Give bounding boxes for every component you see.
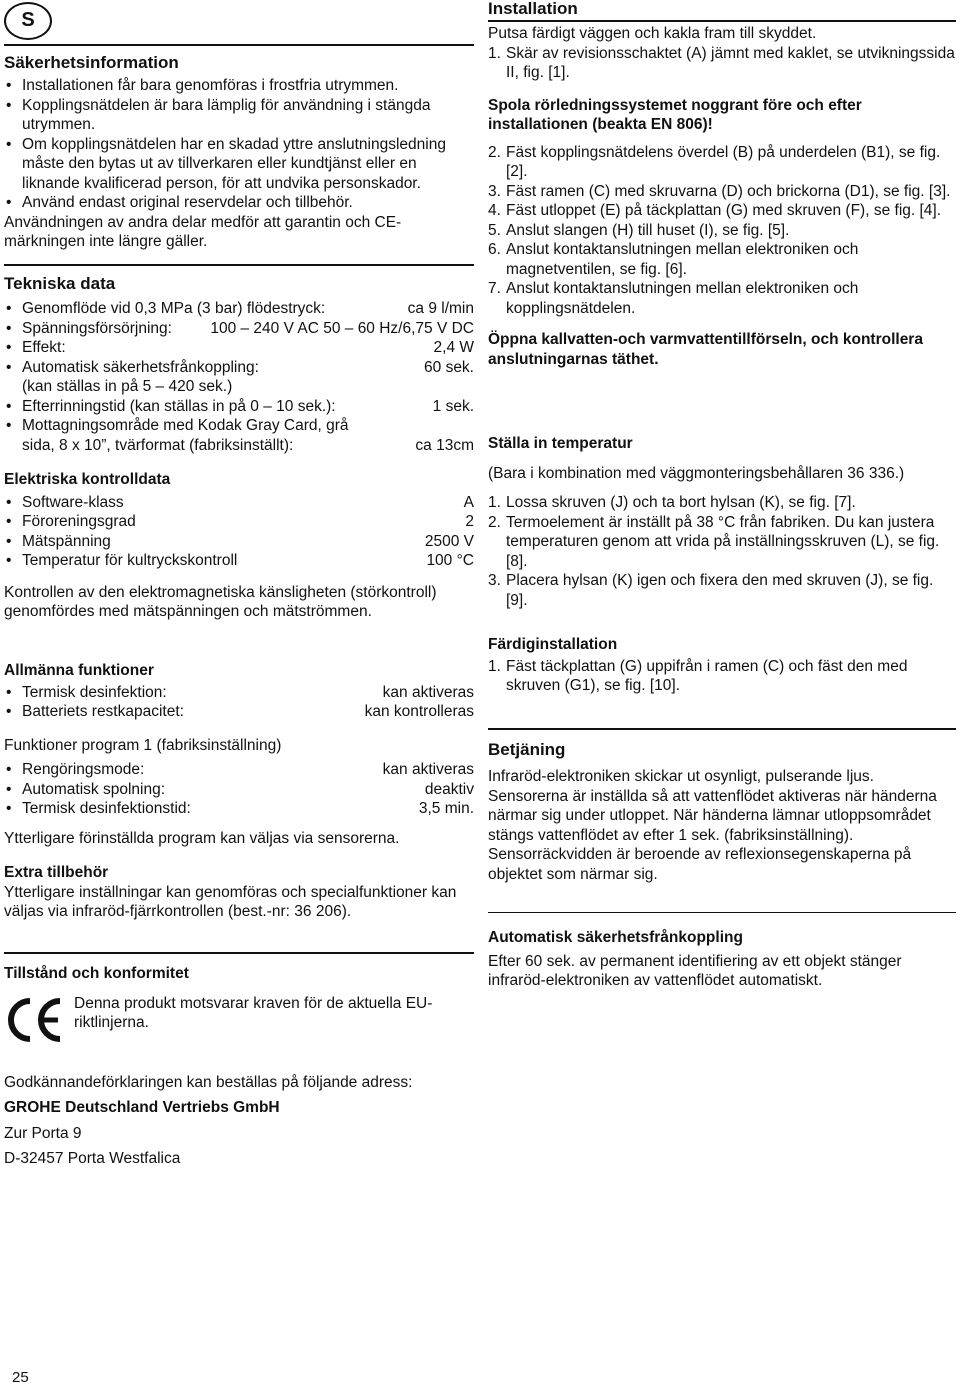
step-number: 1.	[488, 657, 501, 675]
install-steps	[488, 143, 956, 319]
operation-text: Infraröd-elektroniken skickar ut osynligt, pulserande ljus. Sensorerna är inställda så att vattenflödet aktiveras när händerna närmar sig under utloppet. När händerna lämnar utloppsområdet stängs vattenflödet av efter 1 sek. (fabriksinställning). Sensorräckvidden är beroende av reflexionsegenskaperna på objektet som närmar sig.	[488, 768, 937, 883]
finish-title: Färdiginstallation	[488, 636, 618, 653]
tech-label: • Efterrinningstid (kan ställas in på 0 – 10 sek.):	[22, 397, 336, 415]
table-row	[4, 358, 474, 378]
operation-section	[488, 739, 956, 884]
auto-shutoff-text: Efter 60 sek. av permanent identifiering av ett objekt stänger infraröd-elektroniken av vattenflödet automatiskt.	[488, 952, 902, 989]
program-label: • Automatisk spolning:	[22, 780, 166, 798]
tech-section	[4, 273, 474, 455]
step-text: Termoelement är inställt på 38 °C från fabriken. Du kan justera temperaturen genom att vrida på inställningsskruven (L), se fig. [8].	[506, 513, 940, 570]
tech-label: • Mottagningsområde med Kodak Gray Card, grå	[22, 417, 349, 434]
tech-label: sida, 8 x 10”, tvärformat (fabriksinställt):	[22, 436, 294, 454]
safety-section	[4, 52, 474, 252]
step-text: Fäst ramen (C) med skruvarna (D) och brickorna (D1), se fig. [3].	[506, 182, 951, 200]
company-name: GROHE Deutschland Vertriebs GmbH	[4, 1099, 280, 1116]
tech-value: ca 13cm	[415, 436, 474, 454]
ce-block	[4, 995, 474, 1045]
step-number: 1.	[488, 44, 501, 62]
tech-value: 1 sek.	[432, 397, 474, 415]
street-address: Zur Porta 9	[4, 1124, 82, 1142]
list-item	[488, 240, 956, 279]
extra-section	[4, 863, 474, 922]
tech-label: • Spänningsförsörjning:	[22, 319, 172, 337]
step-number: 3.	[488, 182, 501, 200]
table-row	[4, 780, 474, 800]
general-value: kan aktiveras	[382, 683, 474, 701]
table-row	[4, 551, 474, 571]
step-text: Anslut slangen (H) till huset (I), se fig. [5].	[506, 221, 790, 239]
conformity-title: Tillstånd och konformitet	[4, 965, 189, 982]
temp-title: Ställa in temperatur	[488, 435, 633, 452]
step-text: Lossa skruven (J) och ta bort hylsan (K), se fig. [7].	[506, 494, 856, 511]
safety-list	[4, 76, 474, 252]
table-row	[4, 299, 474, 319]
conformity-section	[4, 964, 474, 1169]
auto-shutoff-title: Automatisk säkerhetsfrånkoppling	[488, 929, 743, 946]
list-item	[488, 493, 956, 513]
table-row	[4, 319, 474, 339]
general-label: • Batteriets restkapacitet:	[22, 703, 184, 720]
step-text: Placera hylsan (K) igen och fixera den med skruven (J), se fig. [9].	[506, 572, 934, 609]
program-value: kan aktiveras	[382, 761, 474, 778]
leak-check-note: Öppna kallvatten-och varmvattentillförseln, och kontrollera anslutningarnas täthet.	[488, 331, 923, 368]
list-item: • Kopplingsnätdelen är bara lämplig för användning i stängda utrymmen.	[4, 96, 474, 135]
step-text: Skär av revisionsschaktet (A) jämnt med kaklet, se utvikningssida II, fig. [1].	[506, 44, 955, 81]
table-row	[4, 702, 474, 722]
tech-title: Tekniska data	[4, 274, 116, 293]
finish-section	[488, 635, 956, 696]
conformity-text: Denna produkt motsvarar kraven för de aktuella EU-riktlinjerna.	[74, 994, 433, 1031]
install-intro: Putsa färdigt väggen och kakla fram till skyddet.	[488, 25, 817, 42]
ce-mark-icon	[4, 995, 64, 1045]
section-divider	[488, 728, 956, 730]
list-item	[488, 143, 956, 182]
list-item	[488, 182, 956, 202]
step-text: Anslut kontaktanslutningen mellan elektroniken och magnetventilen, se fig. [6].	[506, 241, 859, 278]
table-row	[4, 799, 474, 819]
temp-section	[488, 434, 956, 610]
elec-list	[4, 493, 474, 571]
list-item	[488, 44, 956, 83]
more-programs-note: Ytterligare förinställda program kan väljas via sensorerna.	[4, 829, 400, 847]
general-title: Allmänna funktioner	[4, 662, 154, 679]
list-item: • Om kopplingsnätdelen har en skadad yttre anslutningsledning måste den bytas ut av tillverkaren eller kundtjänst eller en liknande kvalificerad person, för att undvika personskador.	[4, 135, 474, 194]
table-row	[4, 493, 474, 513]
elec-title: Elektriska kontrolldata	[4, 471, 171, 488]
address-intro: Godkännandeförklaringen kan beställas på följande adress:	[4, 1073, 413, 1091]
program-label: • Termisk desinfektionstid:	[22, 800, 191, 817]
program-list	[4, 760, 474, 819]
list-item	[488, 657, 956, 696]
list-item	[488, 221, 956, 241]
elec-value: 100 °C	[426, 552, 474, 569]
city-address: D-32457 Porta Westfalica	[4, 1150, 181, 1167]
install-step-1	[488, 44, 956, 83]
section-divider	[488, 912, 956, 913]
tech-label: • Genomflöde vid 0,3 MPa (3 bar) flödestryck:	[22, 300, 326, 317]
program-value: 3,5 min.	[418, 800, 474, 817]
step-number: 6.	[488, 241, 501, 258]
elec-label: • Föroreningsgrad	[22, 513, 136, 530]
extra-text: Ytterligare inställningar kan genomföras och specialfunktioner kan väljas via infraröd-fjärrkontrollen (best.-nr: 36 206).	[4, 883, 457, 920]
tech-label: • Effekt:	[22, 339, 66, 356]
table-row	[4, 416, 474, 455]
list-item: • Använd endast original reservdelar och tillbehör.	[4, 193, 474, 213]
section-divider	[4, 44, 474, 46]
step-text: Fäst täckplattan (G) uppifrån i ramen (C) och fäst den med skruven (G1), se fig. [10].	[506, 657, 908, 694]
list-item	[488, 279, 956, 318]
step-number: 4.	[488, 202, 501, 219]
elec-value: A	[463, 493, 474, 511]
table-row	[4, 512, 474, 532]
program-value: deaktiv	[424, 780, 474, 798]
page-number: 25	[12, 1369, 29, 1386]
table-row	[4, 760, 474, 780]
temp-intro: (Bara i kombination med väggmonteringsbehållaren 36 336.)	[488, 464, 905, 482]
install-body	[488, 24, 956, 369]
elec-value: 2	[465, 513, 474, 530]
flush-note: Spola rörledningssystemet noggrant före och efter installationen (beakta EN 806)!	[488, 96, 862, 133]
temp-steps	[488, 493, 956, 610]
tech-label: • Automatisk säkerhetsfrånkoppling:	[22, 358, 259, 376]
list-item	[488, 201, 956, 221]
tech-value: 60 sek.	[424, 358, 474, 376]
general-list	[4, 683, 474, 722]
table-row-note: (kan ställas in på 5 – 420 sek.)	[22, 378, 233, 395]
step-number: 2.	[488, 513, 501, 531]
elec-value: 2500 V	[424, 532, 474, 550]
step-number: 5.	[488, 221, 501, 239]
general-label: • Termisk desinfektion:	[22, 683, 167, 701]
list-item: Användningen av andra delar medför att garantin och CE-märkningen inte längre gäller.	[4, 213, 402, 250]
step-number: 2.	[488, 143, 501, 161]
language-badge: S	[4, 2, 52, 40]
elec-label: • Temperatur för kultryckskontroll	[22, 552, 238, 569]
operation-title: Betjäning	[488, 740, 566, 759]
elec-label: • Mätspänning	[22, 532, 111, 550]
elec-section	[4, 470, 474, 622]
table-row	[4, 397, 474, 417]
table-row	[4, 683, 474, 703]
auto-shutoff-section	[488, 928, 956, 991]
step-text: Anslut kontaktanslutningen mellan elektroniken och kopplingsnätdelen.	[506, 280, 859, 317]
list-item	[488, 571, 956, 610]
tech-list	[4, 299, 474, 455]
table-row	[4, 338, 474, 358]
section-divider	[4, 264, 474, 266]
elec-note: Kontrollen av den elektromagnetiska känsligheten (störkontroll) genomfördes med mätspänningen och mätströmmen.	[4, 583, 437, 620]
program-label: • Rengöringsmode:	[22, 761, 145, 778]
finish-steps	[488, 657, 956, 696]
step-number: 1.	[488, 494, 501, 511]
elec-label: • Software-klass	[22, 493, 124, 511]
tech-value: 100 – 240 V AC 50 – 60 Hz/6,75 V DC	[210, 319, 474, 337]
install-section	[488, 0, 956, 20]
safety-title: Säkerhetsinformation	[4, 53, 179, 72]
step-number: 7.	[488, 280, 501, 297]
step-text: Fäst kopplingsnätdelens överdel (B) på underdelen (B1), se fig. [2].	[506, 143, 941, 180]
extra-title: Extra tillbehör	[4, 864, 109, 881]
list-item	[488, 513, 956, 572]
install-title: Installation	[488, 0, 578, 18]
step-text: Fäst utloppet (E) på täckplattan (G) med skruven (F), se fig. [4].	[506, 202, 942, 219]
general-value: kan kontrolleras	[364, 703, 474, 720]
table-row	[4, 532, 474, 552]
tech-value: 2,4 W	[433, 339, 474, 356]
general-section	[4, 661, 474, 848]
tech-value: ca 9 l/min	[407, 300, 474, 317]
list-item: • Installationen får bara genomföras i frostfria utrymmen.	[4, 76, 474, 96]
program-title: Funktioner program 1 (fabriksinställning)	[4, 736, 282, 754]
section-divider	[4, 952, 474, 954]
step-number: 3.	[488, 572, 501, 589]
section-divider	[488, 20, 956, 22]
